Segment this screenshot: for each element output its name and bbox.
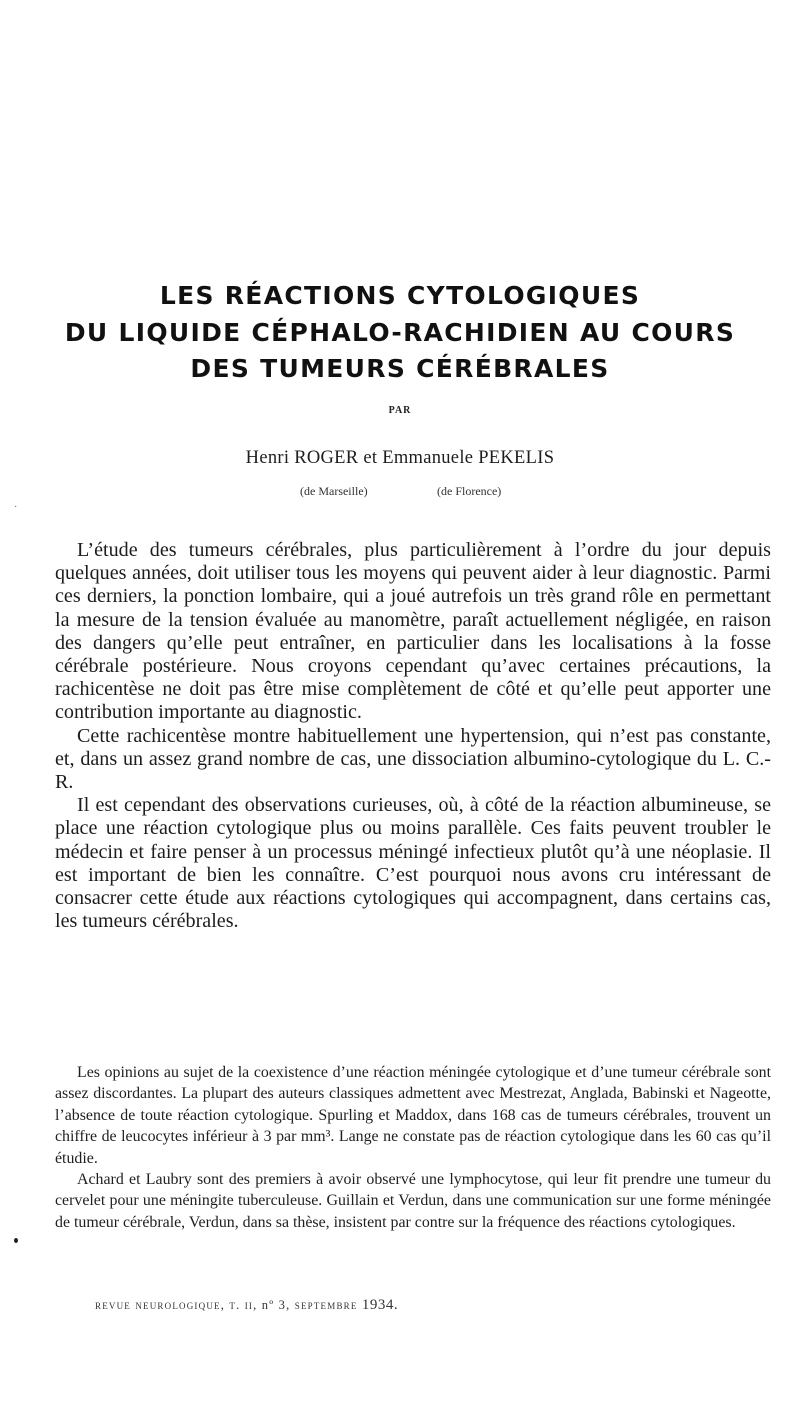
footer-volume: t. ii, xyxy=(229,1298,258,1312)
article-title xyxy=(0,278,800,388)
scan-dot xyxy=(14,1238,18,1243)
byline-par: PAR xyxy=(388,405,412,416)
title-line-1: LES RÉACTIONS CYTOLOGIQUES xyxy=(159,281,641,310)
footer-year: 1934. xyxy=(361,1297,399,1313)
title-line-3: DES TUMEURS CÉRÉBRALES xyxy=(190,354,610,383)
affiliation-pekelis: (de Florence) xyxy=(437,484,502,498)
main-text xyxy=(55,539,771,933)
affiliation-roger: (de Marseille) xyxy=(300,484,368,498)
page-footer xyxy=(95,1297,398,1314)
paragraph-1: L’étude des tumeurs cérébrales, plus particulièrement à l’ordre du jour depuis quelques années, doit utiliser tous les moyens qui peuvent aider à leur diagnostic. Parmi ces derniers, la ponction lombaire, qui a joué autrefois un très grand rôle en permettant la mesure de la tension évaluée au manomètre, paraît actuellement négligée, en raison des dangers qu’elle peut entraîner, en particulier dans les localisations à la fosse cérébrale postérieure. Nous croyons cependant qu’avec certaines précautions, la rachicentèse ne doit pas être mise complètement de côté et qu’elle peut apporter une contribution importante au diagnostic. xyxy=(55,539,771,724)
small-paragraph-2: Achard et Laubry sont des premiers à avoir observé une lymphocytose, qui leur fit prendre une tumeur du cervelet pour une méningite tuberculeuse. Guillain et Verdun, dans une communication sur une forme méningée de tumeur cérébrale, Verdun, dans sa thèse, insistent par contre sur la fréquence des réactions cytologiques. xyxy=(55,1171,771,1231)
footer-number: nº 3, xyxy=(261,1298,291,1312)
title-line-2: DU LIQUIDE CÉPHALO-RACHIDIEN AU COURS xyxy=(64,317,736,347)
paragraph-3: Il est cependant des observations curieuses, où, à côté de la réaction albumineuse, se place une réaction cytologique plus ou moins parallèle. Ces faits peuvent troubler le médecin et faire penser à un processus méningé infectieux plutôt qu’à une néoplasie. Il est important de bien les connaître. C’est pourquoi nous avons cru intéressant de consacrer cette étude aux réactions cytologiques qui accompagnent, dans certains cas, les tumeurs cérébrales. xyxy=(55,794,771,933)
footer-journal: revue neurologique, xyxy=(95,1298,226,1312)
authors: Henri ROGER et Emmanuele PEKELIS xyxy=(245,448,555,468)
paragraph-2: Cette rachicentèse montre habituellement une hypertension, qui n’est pas constante, et, dans un assez grand nombre de cas, une dissociation albumino-cytologique du L. C.-R. xyxy=(55,724,771,794)
small-paragraph-1: Les opinions au sujet de la coexistence d’une réaction méningée cytologique et d’une tumeur cérébrale sont assez discordantes. La plupart des auteurs classiques admettent avec Mestrezat, Anglada, Babinski et Nageotte, l’absence de toute réaction cytologique. Spurling et Maddox, dans 168 cas de tumeurs cérébrales, trouvent un chiffre de leucocytes inférieur à 3 par mm³. Lange ne constate pas de réaction cytologique dans les 60 cas qu’il étudie. xyxy=(55,1064,771,1167)
small-print-text xyxy=(55,1062,771,1233)
scan-speck: · xyxy=(14,502,18,513)
footer-month: septembre xyxy=(294,1298,358,1312)
